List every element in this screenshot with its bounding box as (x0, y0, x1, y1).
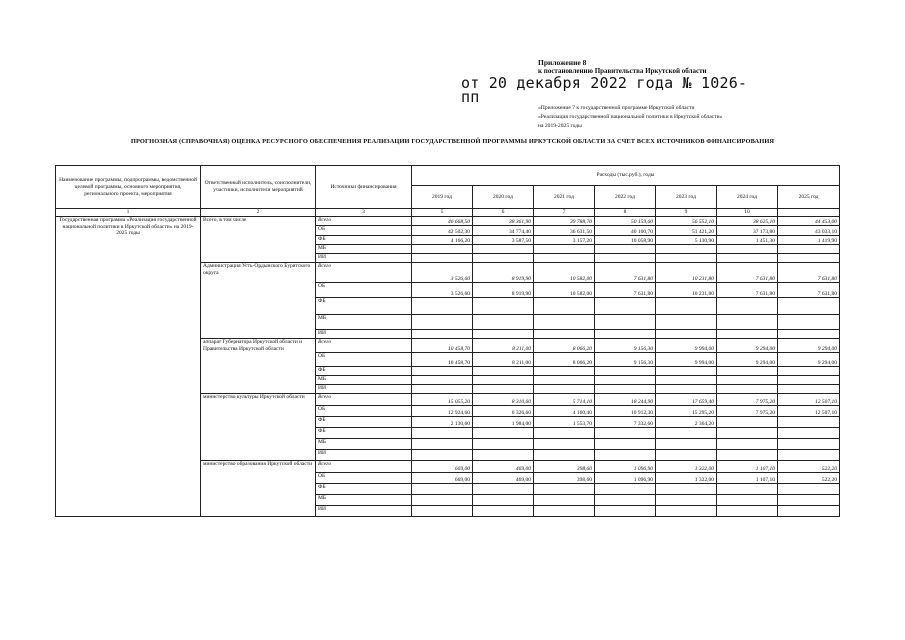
value-cell: 38 361,90 (473, 217, 534, 226)
value-cell (595, 254, 656, 263)
value-cell: 42 502,30 (412, 226, 473, 236)
appendix-line-5: на 2019-2025 годы (538, 123, 582, 129)
value-cell: 469,00 (473, 473, 534, 484)
value-cell (595, 330, 656, 339)
value-cell (412, 298, 473, 315)
source-cell: Всего (316, 217, 412, 226)
value-cell (412, 376, 473, 385)
value-cell (717, 506, 778, 517)
column-number: 5 (412, 209, 473, 217)
value-cell (778, 450, 840, 461)
value-cell: 3 157,20 (534, 236, 595, 245)
value-cell: 37 173,80 (717, 226, 778, 236)
value-cell (534, 495, 595, 506)
value-cell: 7 631,80 (778, 283, 840, 298)
value-cell (656, 495, 717, 506)
value-cell: 398,60 (534, 473, 595, 484)
value-cell (595, 298, 656, 315)
value-cell: 12 507,10 (778, 394, 840, 406)
value-cell (412, 315, 473, 330)
value-cell: 39 788,70 (534, 217, 595, 226)
value-cell: 10 458,70 (412, 353, 473, 367)
executor-cell: Администрация Усть-Ордынского Бурятского округа (201, 263, 316, 339)
value-cell: 4 166,20 (412, 236, 473, 245)
value-cell (656, 298, 717, 315)
value-cell: 1 107,10 (717, 461, 778, 473)
value-cell (473, 506, 534, 517)
value-cell: 10 231,80 (656, 283, 717, 298)
year-header: 2023 год (656, 186, 717, 209)
value-cell (656, 367, 717, 376)
program-name-cell: Государственная программа «Реализация государственной национальной политики в Иркутской области» на 2019-2025 годы (56, 217, 201, 517)
source-cell: ИИ (316, 385, 412, 394)
value-cell: 43 033,10 (778, 226, 840, 236)
value-cell: 2 130,60 (412, 417, 473, 428)
source-cell: ФБ (316, 367, 412, 376)
appendix-block (461, 58, 838, 131)
column-number (778, 209, 840, 217)
value-cell: 8 211,00 (473, 339, 534, 353)
column-number: 2 (201, 209, 316, 217)
column-number: 3 (316, 209, 412, 217)
value-cell (778, 385, 840, 394)
header-name: Наименование программы, подпрограммы, ведомственной целевой программы, основного мероприятия, регионального проекта, мероприятия (56, 166, 201, 209)
value-cell: 2 364,20 (656, 417, 717, 428)
value-cell: 9 994,00 (656, 353, 717, 367)
value-cell (473, 367, 534, 376)
value-cell: 1 322,00 (656, 461, 717, 473)
executor-cell: министерство образования Иркутской области (201, 461, 316, 517)
value-cell (412, 330, 473, 339)
value-cell (778, 376, 840, 385)
value-cell: 12 507,10 (778, 406, 840, 417)
source-cell: МБ (316, 439, 412, 450)
value-cell (717, 376, 778, 385)
value-cell: 8 066,20 (534, 353, 595, 367)
value-cell (778, 417, 840, 428)
header-executor: Ответственный исполнитель, соисполнители, участники, исполнители мероприятий (201, 166, 316, 209)
source-cell: ФБ (316, 484, 412, 495)
value-cell (595, 450, 656, 461)
value-cell (656, 245, 717, 254)
value-cell: 7 631,80 (595, 263, 656, 283)
header-sources: Источники финансирования (316, 166, 412, 209)
value-cell: 669,00 (412, 461, 473, 473)
value-cell: 7 631,80 (717, 283, 778, 298)
value-cell (778, 484, 840, 495)
year-header: 2022 год (595, 186, 656, 209)
source-cell: Всего (316, 263, 412, 283)
appendix-decree-line: к постановлению Правительства Иркутской области (538, 67, 707, 75)
source-cell: Всего (316, 394, 412, 406)
value-cell: 7 631,80 (595, 283, 656, 298)
value-cell (595, 245, 656, 254)
year-header: 2021 год (534, 186, 595, 209)
source-cell: ФБ (316, 236, 412, 245)
value-cell: 18 244,90 (595, 394, 656, 406)
value-cell: 3 526,60 (412, 263, 473, 283)
value-cell: 56 552,10 (656, 217, 717, 226)
appendix-line-4: «Реализация государственной национальной политики в Иркутской области» (538, 114, 723, 120)
value-cell (778, 439, 840, 450)
value-cell (778, 330, 840, 339)
year-header: 2025 год (778, 186, 840, 209)
source-cell: МБ (316, 495, 412, 506)
value-cell (595, 385, 656, 394)
source-cell: ОБ (316, 226, 412, 236)
value-cell: 1 553,70 (534, 417, 595, 428)
value-cell: 1 107,10 (717, 473, 778, 484)
value-cell: 6 326,60 (473, 406, 534, 417)
value-cell: 10 582,00 (534, 283, 595, 298)
value-cell: 669,00 (412, 473, 473, 484)
value-cell: 17 659,40 (656, 394, 717, 406)
column-number: 8 (595, 209, 656, 217)
value-cell (595, 439, 656, 450)
source-cell: ИИ (316, 330, 412, 339)
value-cell: 1 984,00 (473, 417, 534, 428)
year-header: 2020 год (473, 186, 534, 209)
value-cell: 1 096,90 (595, 461, 656, 473)
value-cell: 38 625,10 (717, 217, 778, 226)
executor-cell: министерство культуры Иркутской области (201, 394, 316, 461)
source-cell: ИИ (316, 254, 412, 263)
date-stamp: от 20 декабря 2022 года № 1026-пп (461, 74, 748, 106)
value-cell (595, 484, 656, 495)
value-cell (717, 367, 778, 376)
value-cell (717, 439, 778, 450)
value-cell (412, 439, 473, 450)
value-cell (717, 254, 778, 263)
value-cell: 5 714,10 (534, 394, 595, 406)
value-cell (595, 367, 656, 376)
value-cell (778, 298, 840, 315)
value-cell: 7 332,60 (595, 417, 656, 428)
value-cell: 15 295,20 (656, 406, 717, 417)
value-cell (717, 298, 778, 315)
value-cell (412, 495, 473, 506)
value-cell: 522,20 (778, 473, 840, 484)
value-cell (595, 315, 656, 330)
value-cell (778, 254, 840, 263)
source-cell: ОБ (316, 283, 412, 298)
table-row (56, 217, 840, 226)
value-cell: 8 066,20 (534, 339, 595, 353)
value-cell: 12 924,60 (412, 406, 473, 417)
value-cell: 7 631,80 (778, 263, 840, 283)
value-cell: 46 668,50 (412, 217, 473, 226)
value-cell: 10 458,70 (412, 339, 473, 353)
value-cell (412, 506, 473, 517)
value-cell: 9 994,00 (656, 339, 717, 353)
value-cell: 398,60 (534, 461, 595, 473)
value-cell (473, 315, 534, 330)
value-cell (473, 495, 534, 506)
value-cell: 7 975,20 (717, 394, 778, 406)
value-cell (534, 439, 595, 450)
value-cell (473, 450, 534, 461)
value-cell (717, 385, 778, 394)
value-cell: 50 159,60 (595, 217, 656, 226)
value-cell (534, 254, 595, 263)
value-cell: 34 774,40 (473, 226, 534, 236)
value-cell (534, 484, 595, 495)
header-expenses: Расходы (тыс.руб.), годы (412, 166, 840, 186)
value-cell (534, 376, 595, 385)
value-cell (656, 428, 717, 439)
column-number: 6 (473, 209, 534, 217)
value-cell (656, 376, 717, 385)
value-cell: 1 322,00 (656, 473, 717, 484)
value-cell: 9 156,30 (595, 339, 656, 353)
value-cell: 469,00 (473, 461, 534, 473)
value-cell (778, 245, 840, 254)
value-cell: 8 919,90 (473, 283, 534, 298)
source-cell: Всего (316, 339, 412, 353)
value-cell: 15 055,20 (412, 394, 473, 406)
source-cell: МБ (316, 245, 412, 254)
value-cell (412, 254, 473, 263)
value-cell: 9 294,00 (717, 339, 778, 353)
value-cell (412, 367, 473, 376)
value-cell (656, 330, 717, 339)
source-cell: ИИ (316, 450, 412, 461)
value-cell (595, 376, 656, 385)
appendix-title: Приложение 8 (538, 58, 587, 67)
document-title: ПРОГНОЗНАЯ (СПРАВОЧНАЯ) ОЦЕНКА РЕСУРСНОГО ОБЕСПЕЧЕНИЯ РЕАЛИЗАЦИИ ГОСУДАРСТВЕННОЙ ПРОГРАММЫ ИРКУТСКОЙ ОБЛАСТИ ЗА СЧЕТ ВСЕХ ИСТОЧНИКОВ ФИНАНСИРОВАНИЯ (130, 138, 775, 145)
value-cell: 7 975,20 (717, 406, 778, 417)
value-cell (717, 315, 778, 330)
source-cell: МБ (316, 376, 412, 385)
value-cell: 10 582,00 (534, 263, 595, 283)
value-cell (473, 439, 534, 450)
value-cell (473, 330, 534, 339)
executor-cell: Всего, в том числе (201, 217, 316, 263)
value-cell: 36 631,50 (534, 226, 595, 236)
value-cell (595, 495, 656, 506)
value-cell (717, 484, 778, 495)
value-cell (717, 495, 778, 506)
value-cell (717, 245, 778, 254)
value-cell (534, 385, 595, 394)
value-cell: 10 231,80 (656, 263, 717, 283)
column-number: 9 (656, 209, 717, 217)
value-cell (778, 428, 840, 439)
value-cell: 1 096,90 (595, 473, 656, 484)
value-cell (534, 450, 595, 461)
value-cell (656, 506, 717, 517)
value-cell (778, 315, 840, 330)
value-cell (534, 245, 595, 254)
source-cell: ОБ (316, 406, 412, 417)
value-cell (717, 428, 778, 439)
value-cell (778, 495, 840, 506)
value-cell: 9 294,00 (778, 339, 840, 353)
value-cell (534, 367, 595, 376)
source-cell: ОБ (316, 353, 412, 367)
value-cell: 3 587,50 (473, 236, 534, 245)
value-cell (412, 484, 473, 495)
value-cell: 10 912,30 (595, 406, 656, 417)
value-cell: 9 156,30 (595, 353, 656, 367)
value-cell: 4 160,40 (534, 406, 595, 417)
value-cell: 9 294,00 (717, 353, 778, 367)
year-header: 2024 год (717, 186, 778, 209)
value-cell (534, 330, 595, 339)
source-cell: ФБ (316, 298, 412, 315)
value-cell (473, 428, 534, 439)
value-cell (412, 245, 473, 254)
value-cell (778, 506, 840, 517)
value-cell (412, 428, 473, 439)
value-cell (717, 330, 778, 339)
source-cell: Всего (316, 461, 412, 473)
value-cell: 1 451,30 (717, 236, 778, 245)
value-cell: 1 419,90 (778, 236, 840, 245)
value-cell: 9 294,00 (778, 353, 840, 367)
column-number: 10 (717, 209, 778, 217)
value-cell (595, 428, 656, 439)
source-cell: ОБ (316, 473, 412, 484)
source-cell: ИИ (316, 506, 412, 517)
value-cell (656, 385, 717, 394)
value-cell (534, 428, 595, 439)
value-cell: 40 100,70 (595, 226, 656, 236)
value-cell: 8 310,60 (473, 394, 534, 406)
value-cell (656, 484, 717, 495)
value-cell (473, 376, 534, 385)
source-cell: ФБ (316, 428, 412, 439)
value-cell: 8 211,00 (473, 353, 534, 367)
value-cell (473, 298, 534, 315)
value-cell (717, 417, 778, 428)
column-number: 1 (56, 209, 201, 217)
year-header: 2019 год (412, 186, 473, 209)
source-cell: МБ (316, 315, 412, 330)
value-cell: 3 526,60 (412, 283, 473, 298)
value-cell (412, 450, 473, 461)
value-cell (473, 245, 534, 254)
value-cell (473, 385, 534, 394)
resource-table (55, 165, 840, 517)
value-cell: 522,20 (778, 461, 840, 473)
value-cell (534, 315, 595, 330)
value-cell (656, 315, 717, 330)
value-cell (656, 450, 717, 461)
value-cell (778, 367, 840, 376)
value-cell (412, 385, 473, 394)
value-cell (534, 506, 595, 517)
column-number: 7 (534, 209, 595, 217)
appendix-line-3: «Приложение 7 к государственной программе Иркутской области (538, 105, 695, 111)
value-cell: 7 631,80 (717, 263, 778, 283)
value-cell: 5 130,90 (656, 236, 717, 245)
value-cell (656, 254, 717, 263)
value-cell (473, 254, 534, 263)
value-cell: 8 919,90 (473, 263, 534, 283)
value-cell (595, 506, 656, 517)
value-cell (717, 450, 778, 461)
value-cell: 44 453,00 (778, 217, 840, 226)
value-cell (473, 484, 534, 495)
executor-cell: аппарат Губернатора Иркутской области и Правительства Иркутской области (201, 339, 316, 394)
value-cell (656, 439, 717, 450)
source-cell: ФБ (316, 417, 412, 428)
value-cell: 51 421,20 (656, 226, 717, 236)
value-cell: 10 058,90 (595, 236, 656, 245)
value-cell (534, 298, 595, 315)
